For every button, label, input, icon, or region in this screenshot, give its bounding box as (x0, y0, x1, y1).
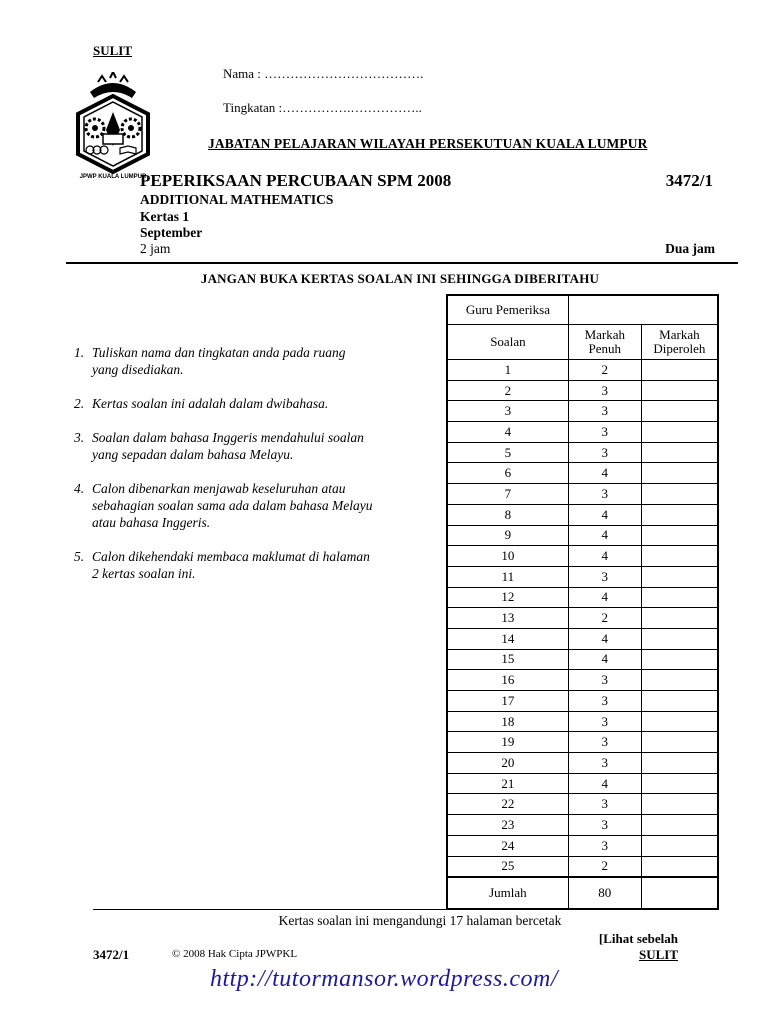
marks-obtained-cell[interactable] (641, 691, 718, 712)
table-row (447, 608, 718, 629)
question-number: 16 (447, 670, 568, 691)
total-label: Jumlah (447, 877, 568, 909)
header-question: Soalan (447, 325, 568, 360)
marks-obtained-cell[interactable] (641, 504, 718, 525)
marks-obtained-cell[interactable] (641, 484, 718, 505)
table-row (447, 504, 718, 525)
total-full-marks: 80 (568, 877, 641, 909)
full-marks: 3 (568, 380, 641, 401)
header-divider (66, 262, 738, 264)
instruction-item: 5. Calon dikehendaki membaca maklumat di halaman 2 kertas soalan ini. (74, 549, 370, 581)
marks-obtained-cell[interactable] (641, 835, 718, 856)
table-row (447, 380, 718, 401)
full-marks: 3 (568, 670, 641, 691)
table-header-row (447, 325, 718, 360)
full-marks: 2 (568, 360, 641, 381)
form-field[interactable]: Tingkatan :…………….…………….. (223, 100, 422, 115)
table-row (447, 587, 718, 608)
full-marks: 3 (568, 401, 641, 422)
marks-obtained-cell[interactable] (641, 753, 718, 774)
marks-obtained-cell[interactable] (641, 463, 718, 484)
full-marks: 4 (568, 525, 641, 546)
page-count-note: Kertas soalan ini mengandungi 17 halaman bercetak (278, 913, 562, 928)
full-marks: 4 (568, 463, 641, 484)
full-marks: 2 (568, 856, 641, 877)
full-marks: 3 (568, 753, 641, 774)
full-marks: 3 (568, 711, 641, 732)
table-row (447, 422, 718, 443)
table-row (447, 815, 718, 836)
question-number: 1 (447, 360, 568, 381)
classification-top: SULIT (93, 43, 133, 58)
paper-code: 3472/1 (665, 171, 713, 190)
table-row (447, 628, 718, 649)
table-row (447, 856, 718, 877)
table-row (447, 401, 718, 422)
classification-bottom: SULIT (638, 947, 678, 962)
exam-duration: 2 jam (140, 241, 171, 256)
question-number: 4 (447, 422, 568, 443)
exam-duration-words: Dua jam (665, 241, 715, 256)
marks-obtained-cell[interactable] (641, 815, 718, 836)
question-number: 14 (447, 628, 568, 649)
marks-obtained-cell[interactable] (641, 711, 718, 732)
table-row (447, 442, 718, 463)
question-number: 15 (447, 649, 568, 670)
footer-paper-code: 3472/1 (93, 947, 130, 962)
question-number: 5 (447, 442, 568, 463)
table-row (447, 711, 718, 732)
marks-obtained-cell[interactable] (641, 649, 718, 670)
question-number: 12 (447, 587, 568, 608)
table-row (447, 360, 718, 381)
table-row (447, 794, 718, 815)
question-number: 17 (447, 691, 568, 712)
name-field[interactable]: Nama : ………………………………. (223, 66, 424, 81)
question-number: 13 (447, 608, 568, 629)
marks-obtained-cell[interactable] (641, 525, 718, 546)
full-marks: 3 (568, 442, 641, 463)
marks-obtained-cell[interactable] (641, 608, 718, 629)
marks-obtained-cell[interactable] (641, 380, 718, 401)
question-number: 7 (447, 484, 568, 505)
instruction-item: 2. Kertas soalan ini adalah dalam dwibahasa. (74, 396, 329, 411)
marks-obtained-cell[interactable] (641, 422, 718, 443)
instruction-item: 1. Tuliskan nama dan tingkatan anda pada ruang yang disediakan. (74, 345, 346, 377)
table-row (447, 463, 718, 484)
total-marks-obtained-cell[interactable] (641, 877, 718, 909)
table-row (447, 525, 718, 546)
full-marks: 4 (568, 546, 641, 567)
marks-obtained-cell[interactable] (641, 442, 718, 463)
table-row (447, 649, 718, 670)
question-number: 22 (447, 794, 568, 815)
question-number: 6 (447, 463, 568, 484)
instruction-item: 4. Calon dibenarkan menjawab keseluruhan atau sebahagian soalan sama ada dalam bahasa Melayu atau bahasa Inggeris. (74, 481, 373, 530)
question-number: 11 (447, 566, 568, 587)
marks-obtained-cell[interactable] (641, 401, 718, 422)
marks-obtained-cell[interactable] (641, 546, 718, 567)
question-number: 2 (447, 380, 568, 401)
do-not-open-warning: JANGAN BUKA KERTAS SOALAN INI SEHINGGA DIBERITAHU (200, 271, 600, 286)
question-number: 18 (447, 711, 568, 732)
school-crest-logo (68, 72, 158, 180)
table-row (447, 484, 718, 505)
footer-divider (93, 909, 718, 910)
full-marks: 3 (568, 691, 641, 712)
table-row (447, 566, 718, 587)
marks-obtained-cell[interactable] (641, 566, 718, 587)
exam-title: PEPERIKSAAN PERCUBAAN SPM 2008 (140, 171, 452, 190)
question-number: 9 (447, 525, 568, 546)
marks-obtained-cell[interactable] (641, 360, 718, 381)
full-marks: 3 (568, 566, 641, 587)
table-row (447, 670, 718, 691)
question-number: 20 (447, 753, 568, 774)
website-link[interactable]: http://tutormansor.wordpress.com/ (209, 966, 559, 992)
header-full-marks: Markah Penuh (568, 325, 641, 360)
question-number: 8 (447, 504, 568, 525)
full-marks: 3 (568, 815, 641, 836)
marks-obtained-cell[interactable] (641, 587, 718, 608)
see-next-page: [Lihat sebelah (598, 931, 678, 946)
examiner-row (447, 295, 718, 325)
department-heading: JABATAN PELAJARAN WILAYAH PERSEKUTUAN KUALA LUMPUR (208, 136, 648, 151)
marks-obtained-cell[interactable] (641, 628, 718, 649)
full-marks: 3 (568, 484, 641, 505)
full-marks: 4 (568, 628, 641, 649)
full-marks: 4 (568, 773, 641, 794)
table-row (447, 546, 718, 567)
table-row (447, 753, 718, 774)
examiner-label: Guru Pemeriksa (447, 295, 568, 325)
instruction-item: 3. Soalan dalam bahasa Inggeris mendahului soalan yang sepadan dalam bahasa Melayu. (74, 430, 364, 462)
logo-text: JPWP KUALA LUMPUR (79, 174, 147, 180)
full-marks: 3 (568, 794, 641, 815)
table-row (447, 691, 718, 712)
table-row (447, 732, 718, 753)
question-number: 24 (447, 835, 568, 856)
full-marks: 4 (568, 504, 641, 525)
question-number: 19 (447, 732, 568, 753)
full-marks: 2 (568, 608, 641, 629)
question-number: 25 (447, 856, 568, 877)
total-row (447, 877, 718, 909)
table-row (447, 835, 718, 856)
header-marks-obtained: Markah Diperoleh (641, 325, 718, 360)
question-number: 21 (447, 773, 568, 794)
question-number: 23 (447, 815, 568, 836)
table-row (447, 773, 718, 794)
question-number: 10 (447, 546, 568, 567)
full-marks: 4 (568, 587, 641, 608)
marks-obtained-cell[interactable] (641, 670, 718, 691)
marks-obtained-cell[interactable] (641, 856, 718, 877)
copyright-notice: © 2008 Hak Cipta JPWPKL (172, 948, 298, 960)
marks-obtained-cell[interactable] (641, 732, 718, 753)
full-marks: 3 (568, 732, 641, 753)
marks-obtained-cell[interactable] (641, 794, 718, 815)
full-marks: 3 (568, 422, 641, 443)
marks-table (446, 294, 719, 910)
subject-name: ADDITIONAL MATHEMATICS (140, 192, 334, 207)
full-marks: 4 (568, 649, 641, 670)
instructions-list (74, 344, 374, 599)
full-marks: 3 (568, 835, 641, 856)
paper-number: Kertas 1 (140, 209, 190, 224)
examiner-signature-cell[interactable] (568, 295, 718, 325)
exam-month: September (140, 225, 203, 240)
question-number: 3 (447, 401, 568, 422)
marks-obtained-cell[interactable] (641, 773, 718, 794)
